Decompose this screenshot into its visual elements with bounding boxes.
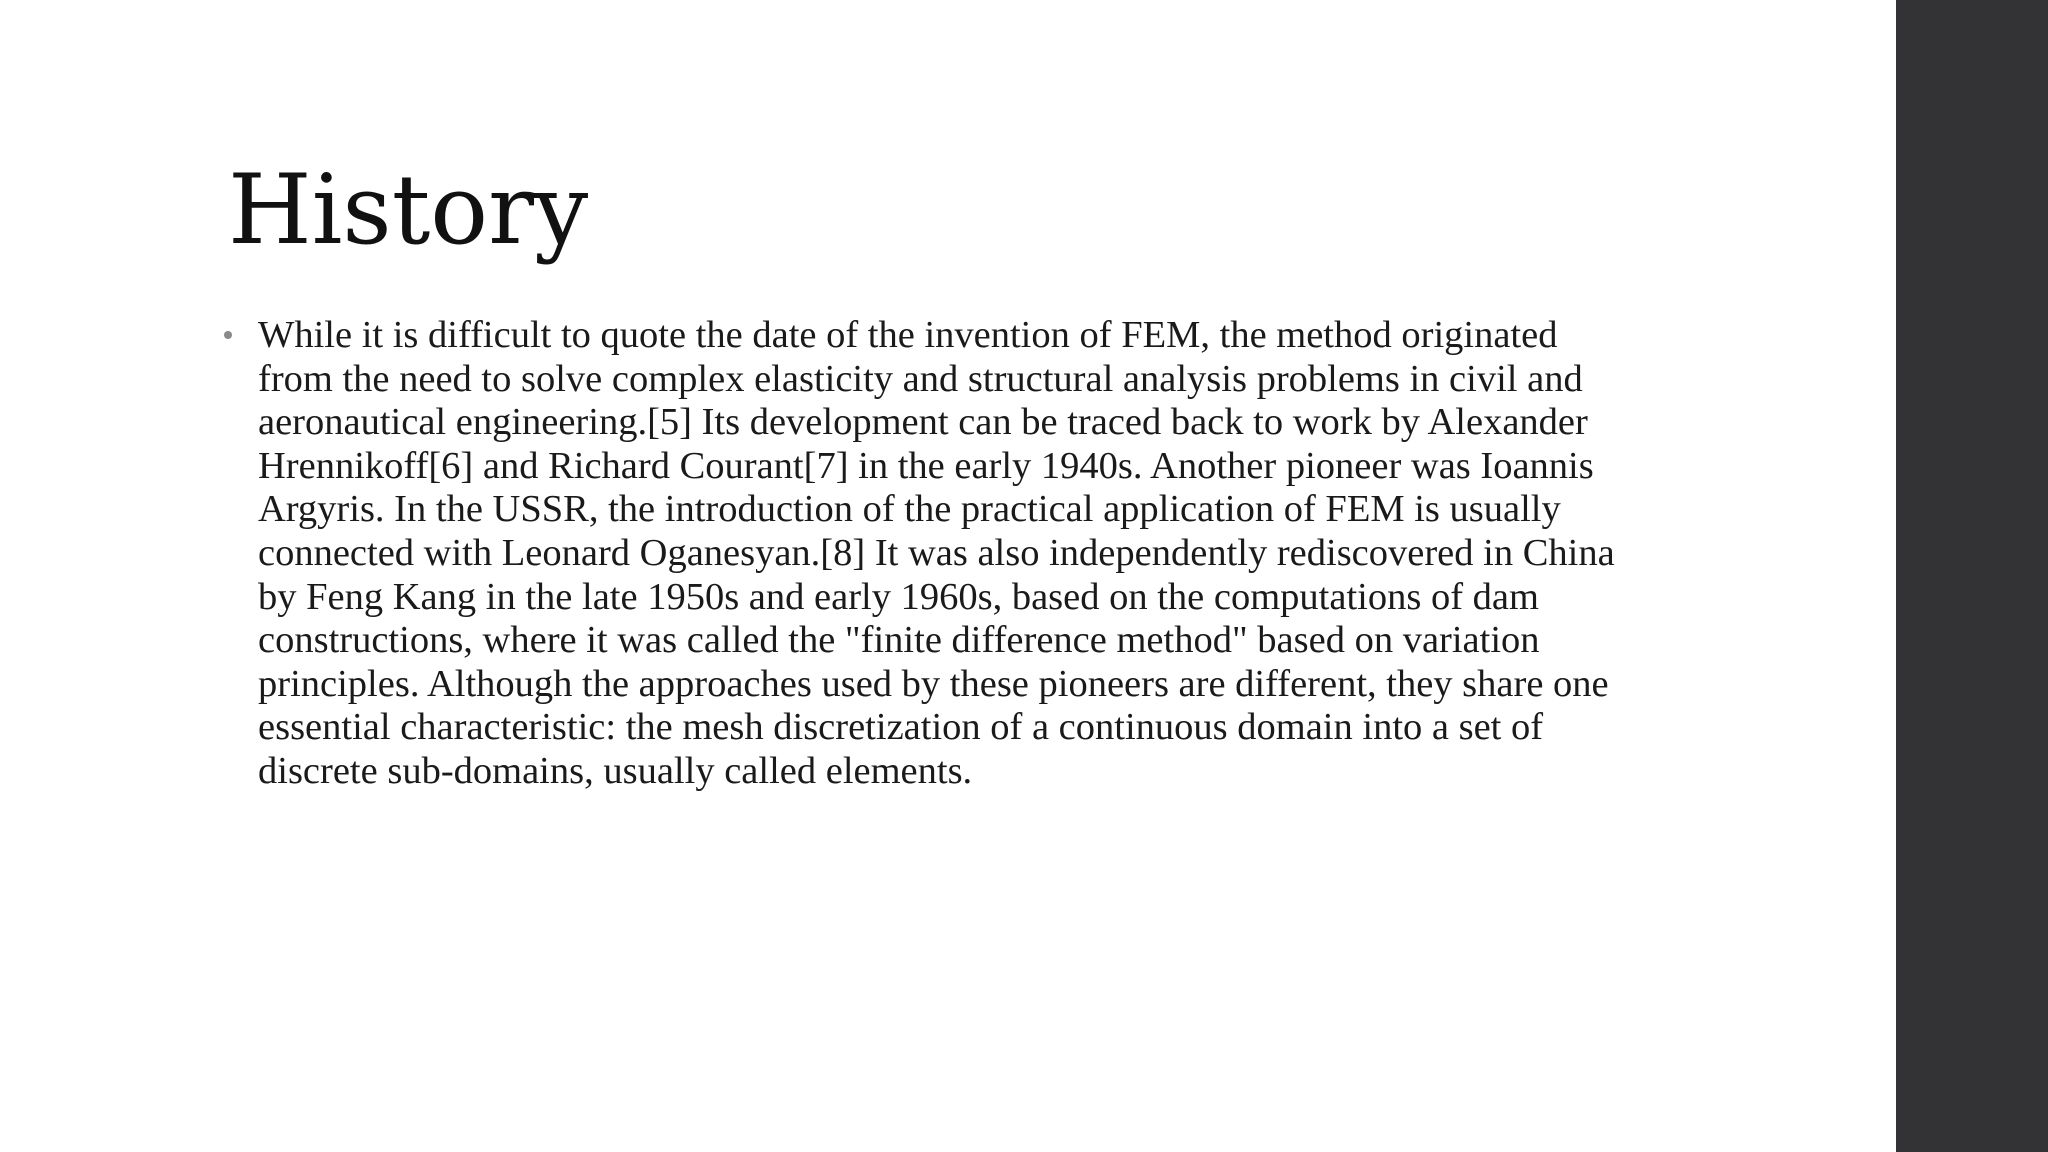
bullet-dot-icon	[224, 331, 232, 339]
bullet-list	[220, 314, 1640, 794]
bullet-item	[220, 314, 1640, 794]
slide-title: History	[228, 154, 589, 266]
bullet-text: While it is difficult to quote the date of the invention of FEM, the method originated from the need to solve complex elasticity and structural analysis problems in civil and aeronautical engineering.[5] Its development can be traced back to work by Alexander Hrennikoff[6] and Richard Courant[7] in the early 1940s. Another pioneer was Ioannis Argyris. In the USSR, the introduction of the practical application of FEM is usually connected with Leonard Oganesyan.[8] It was also independently rediscovered in China by Feng Kang in the late 1950s and early 1960s, based on the computations of dam constructions, where it was called the "finite difference method" based on variation principles. Although the approaches used by these pioneers are different, they share one essential characteristic: the mesh discretization of a continuous domain into a set of discrete sub-domains, usually called elements.	[258, 314, 1615, 792]
side-accent-bar	[1896, 0, 2048, 1152]
